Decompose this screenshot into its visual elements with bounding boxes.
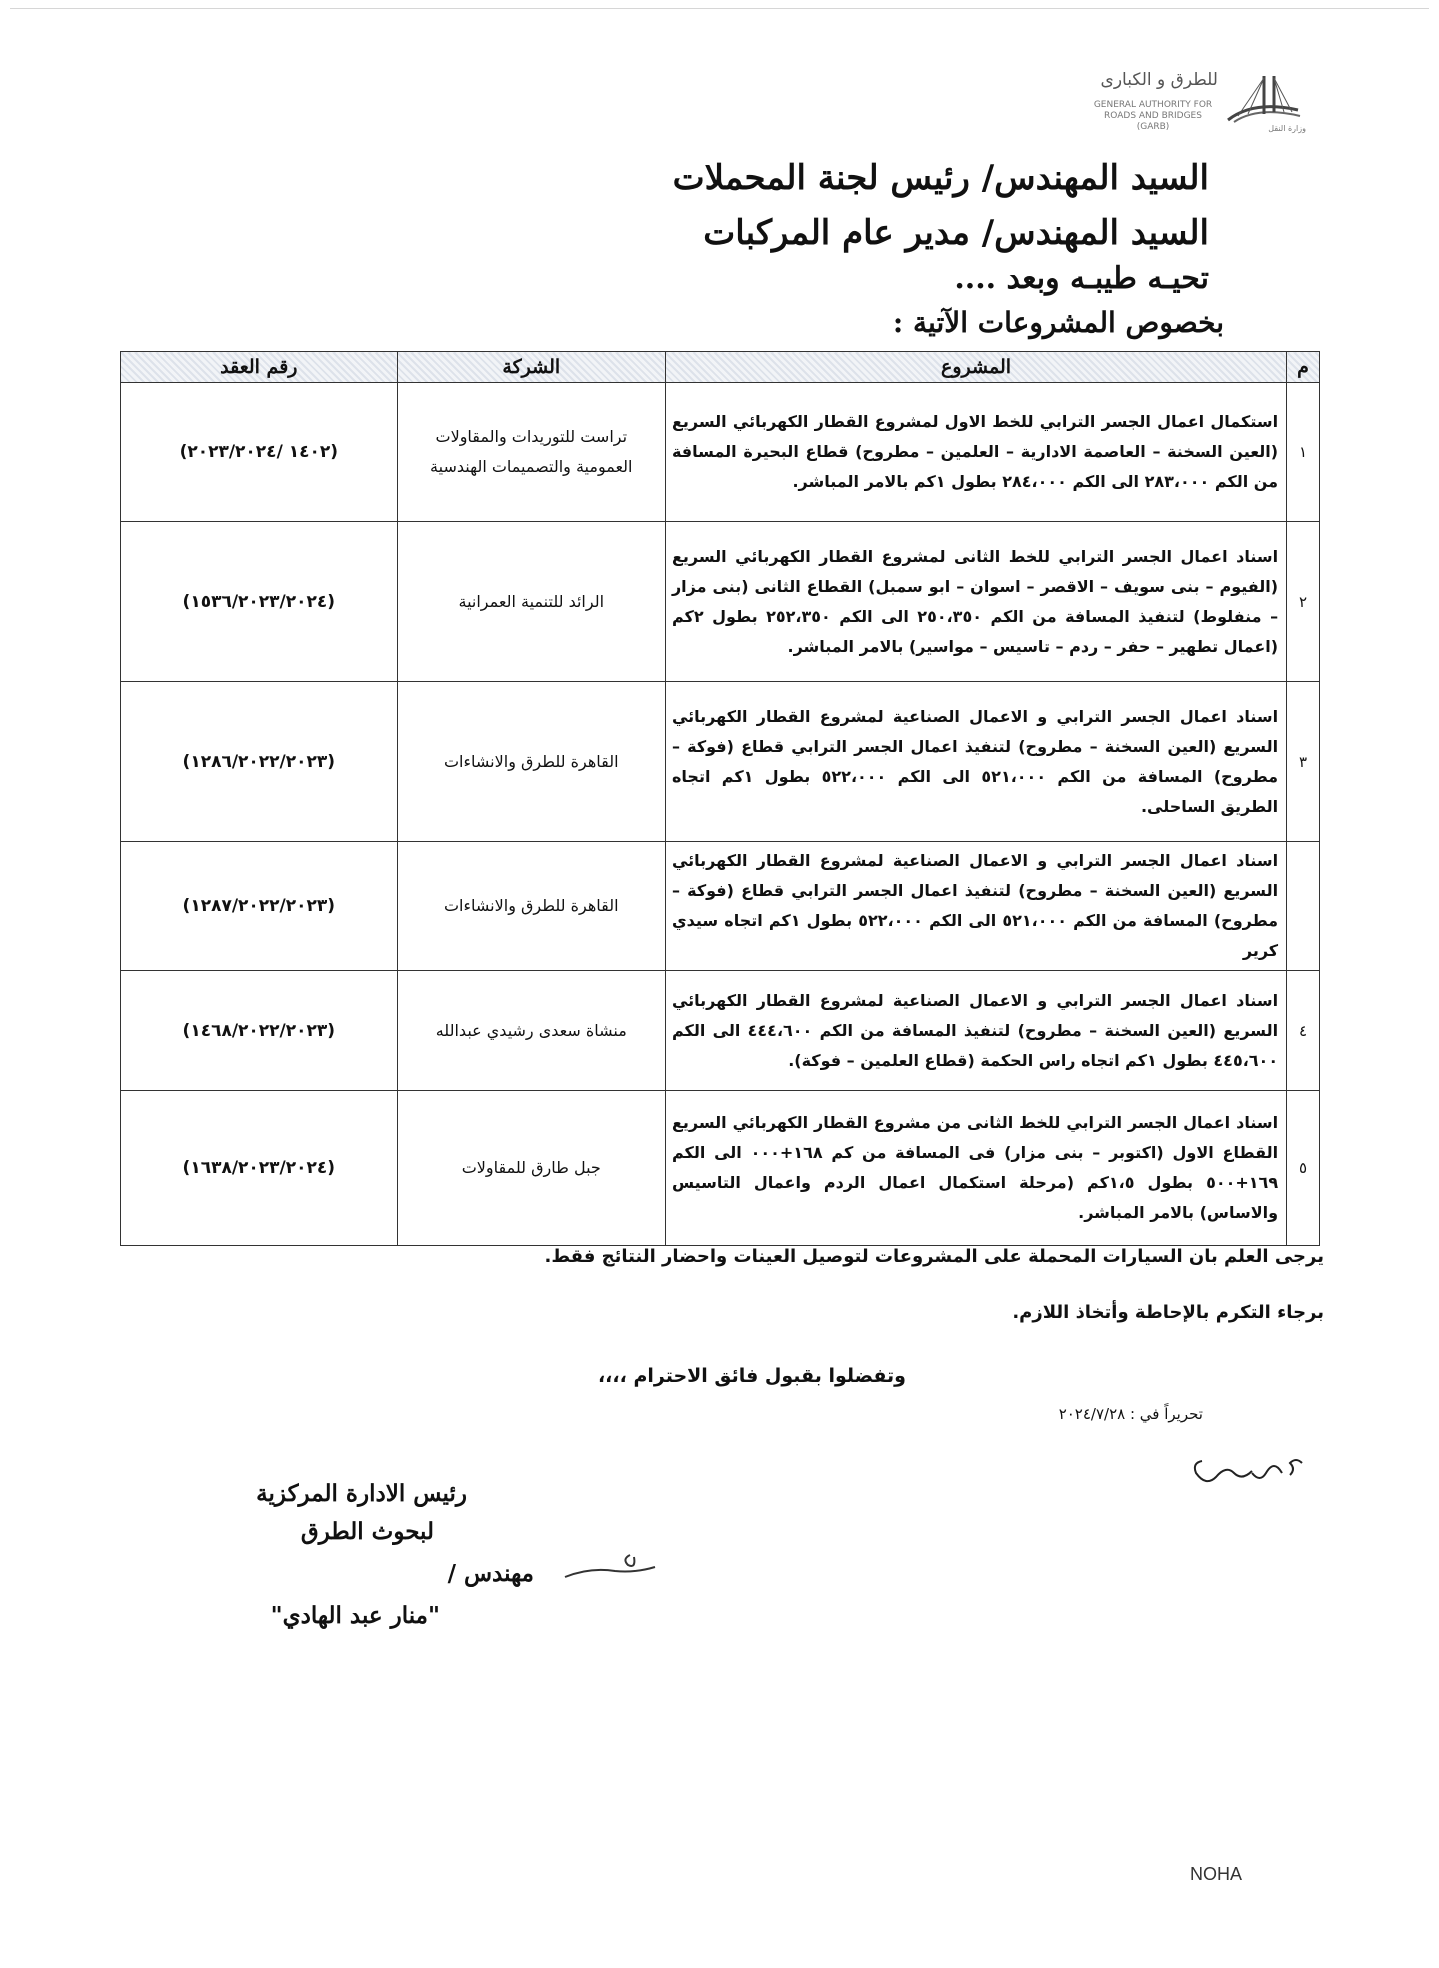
logo-arabic-name: للطرق و الكبارى [1100,70,1218,90]
signature-scribble [560,1545,670,1585]
table-row [121,971,1320,1091]
header-contract: رقم العقد [121,352,398,383]
date-line: تحريراً في : ٢٠٢٤/٧/٢٨ [1058,1405,1203,1423]
note-line: يرجى العلم بان السيارات المحملة على المشروعات لتوصيل العينات واحضار النتائج فقط. [544,1246,1324,1267]
signatory-name: "منار عبد الهادي" [270,1602,440,1629]
row-project: اسناد اعمال الجسر الترابي للخط الثانى من مشروع القطار الكهربائي السريع القطاع الاول (اكتوبر – بنى مزار) فى المسافة من كم ١٦٨+٠٠٠ الى الكم ١٦٩+٥٠٠ بطول ١،٥كم (مرحلة استكمال اعمال الردم واعمال التاسيس والاساس) بالامر المباشر. [671,1113,1279,1222]
projects-table [120,351,1320,1246]
table-header-row [121,352,1320,383]
row-contract: (١٥٣٦/٢٠٢٣/٢٠٢٤) [182,591,336,612]
signatory-title-2: لبحوث الطرق [300,1518,434,1545]
table-row [121,1091,1320,1246]
table-row [121,522,1320,682]
row-contract: (١٦٣٨/٢٠٢٣/٢٠٢٤) [182,1158,336,1178]
row-contract: (١٤٦٨/٢٠٢٢/٢٠٢٣) [182,1020,336,1041]
row-project: اسناد اعمال الجسر الترابي و الاعمال الصناعية لمشروع القطار الكهربائي السريع (العين السخنة – مطروح) لتنفيذ اعمال الجسر الترابي قطاع (فوكة – مطروح) المسافة من الكم ٥٢١،٠٠٠ الى الكم ٥٢٢،٠٠٠ بطول ١كم اتجاه الطريق الساحلى. [671,706,1279,816]
typist-initials: NOHA [1190,1864,1243,1884]
row-num: ٢ [1287,522,1320,682]
subject-line: بخصوص المشروعات الآتية : [892,306,1224,339]
row-project: اسناد اعمال الجسر الترابي و الاعمال الصناعية لمشروع القطار الكهربائي السريع (العين السخنة – مطروح) لتنفيذ اعمال الجسر الترابي قطاع (فوكة – مطروح) المسافة من الكم ٥٢١،٠٠٠ الى الكم ٥٢٢،٠٠٠ بطول ١كم اتجاه سيدي كرير [671,851,1279,960]
row-num: ٣ [1287,682,1320,842]
row-project: استكمال اعمال الجسر الترابي للخط الاول لمشروع القطار الكهربائي السريع (العين السخنة – العاصمة الادارية – العلمين – مطروح) قطاع البحيرة المسافة من الكم ٢٨٣،٠٠٠ الى الكم ٢٨٤،٠٠٠ بطول ١كم بالامر المباشر. [671,412,1279,491]
row-num [1287,842,1320,971]
signatory-title-1: رئيس الادارة المركزية [256,1480,467,1507]
row-project: اسناد اعمال الجسر الترابي للخط الثانى لمشروع القطار الكهربائي السريع (الفيوم – بنى سويف – الاقصر – اسوان – ابو سمبل) القطاع الثانى (بنى مزار – منفلوط) لتنفيذ المسافة من الكم ٢٥٠،٣٥٠ الى الكم ٢٥٢،٣٥٠ بطول ٢كم (اعمال تطهير – حفر – ردم – تاسيس – مواسير) بالامر المباشر. [671,546,1279,656]
garb-logo [1010,62,1310,142]
row-contract: (١٢٨٦/٢٠٢٢/٢٠٢٣) [182,751,336,772]
row-company: جبل طارق للمقاولات [461,1158,601,1177]
scan-edge-line [10,8,1429,9]
closing-line: وتفضلوا بقبول فائق الاحترام ،،،، [597,1365,906,1387]
table-row [121,682,1320,842]
header-num: م [1287,352,1320,383]
row-contract: (١٤٠٢ /٢٠٢٣/٢٠٢٤) [179,442,338,462]
table-row [121,383,1320,522]
bridge-logo-icon [1224,70,1302,130]
row-company: القاهرة للطرق والانشاءات [443,751,619,771]
addressee-line-2: السيد المهندس/ مدير عام المركبات [703,213,1209,253]
row-company: القاهرة للطرق والانشاءات [443,896,619,915]
row-num: ٥ [1287,1091,1320,1246]
row-company: الرائد للتنمية العمرانية [458,591,605,611]
header-company: الشركة [397,352,665,383]
addressee-line-1: السيد المهندس/ رئيس لجنة المحملات [672,158,1209,198]
table-row [121,842,1320,971]
row-company: تراست للتوريدات والمقاولات العمومية والتصميمات الهندسية [430,427,633,476]
row-num: ١ [1287,383,1320,522]
row-company: منشاة سعدى رشيدي عبدالله [435,1020,627,1040]
request-line: برجاء التكرم بالإحاطة وأتخاذ اللازم. [1012,1302,1324,1323]
row-project: اسناد اعمال الجسر الترابي و الاعمال الصناعية لمشروع القطار الكهربائي السريع (العين السخنة – مطروح) لتنفيذ المسافة من الكم ٤٤٤،٦٠٠ الى الكم ٤٤٥،٦٠٠ بطول ١كم اتجاه راس الحكمة (قطاع العلمين – فوكة). [671,990,1279,1070]
logo-ministry: وزارة النقل [1268,124,1306,133]
row-num: ٤ [1287,971,1320,1091]
logo-english-name: GENERAL AUTHORITY FOR ROADS AND BRIDGES (GARB) [1093,100,1213,132]
signatory-prefix: مهندس / [447,1560,534,1587]
row-contract: (١٢٨٧/٢٠٢٢/٢٠٢٣) [182,896,336,916]
handwritten-initials [1182,1445,1312,1495]
header-project: المشروع [665,352,1286,383]
greeting: تحيـه طيبـه وبعد .... [954,261,1209,296]
